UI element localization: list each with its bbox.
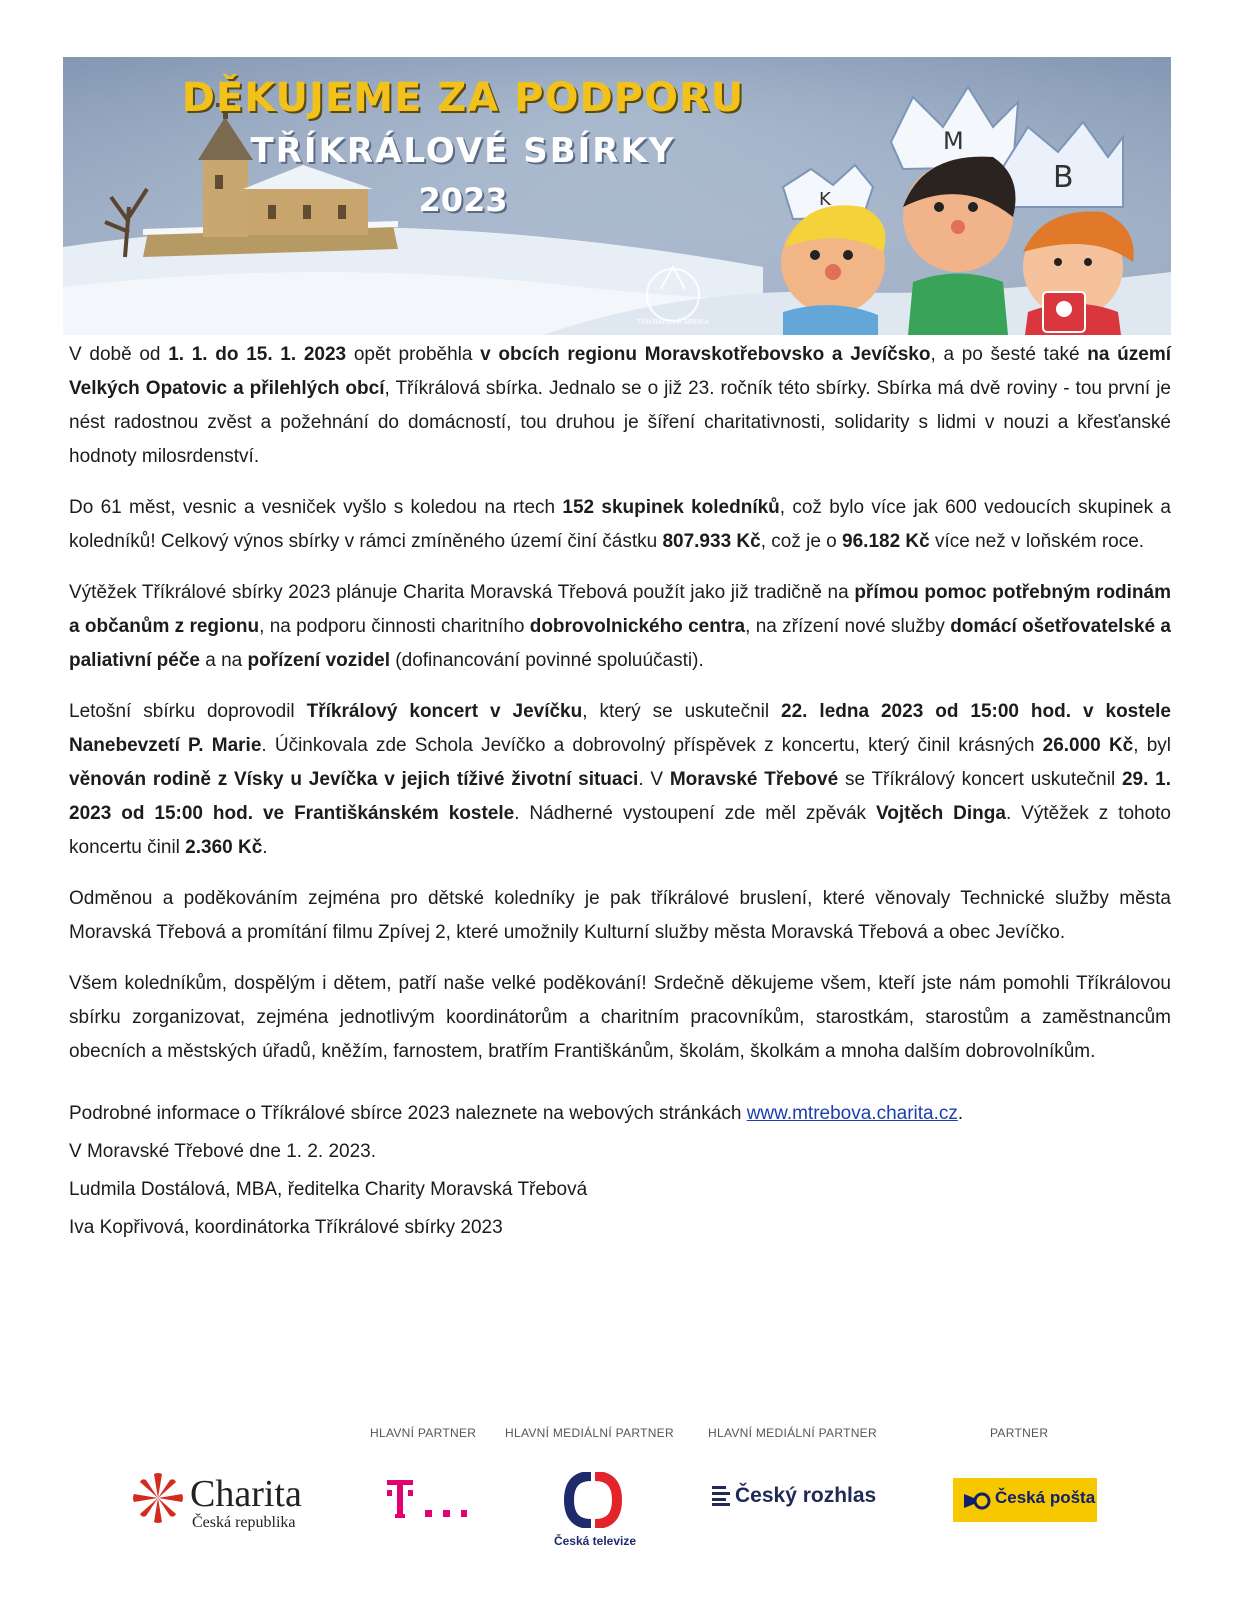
charita-logo-subtext: Česká republika: [192, 1514, 296, 1531]
text-run: , na zřízení nové služby: [745, 616, 951, 637]
text-run: , což je o: [760, 531, 843, 552]
info-prefix: Podrobné informace o Tříkrálové sbírce 2023 naleznete na webových stránkách: [69, 1103, 747, 1124]
bold-text-run: věnován rodině z Vísky u Jevíčka v jejich tíživé životní situaci: [69, 769, 639, 790]
text-run: a na: [199, 650, 248, 671]
bold-text-run: Vojtěch Dinga: [875, 803, 1006, 824]
crown-letter-b: B: [1053, 160, 1074, 195]
text-run: . Výtěžek z tohoto koncertu činil: [69, 803, 1171, 858]
paragraph-concerts: [69, 695, 1171, 865]
text-run: , který se uskutečnil: [582, 701, 782, 722]
closing-block: [69, 1095, 1171, 1247]
signature-coordinator: Iva Kopřivová, koordinátorka Tříkrálové sbírky 2023: [69, 1217, 503, 1238]
banner-year: 2023: [418, 181, 508, 219]
text-run: . Nádherné vystoupení zde měl zpěvák: [514, 803, 876, 824]
bold-text-run: 26.000 Kč: [1042, 735, 1134, 756]
place-date: V Moravské Třebové dne 1. 2. 2023.: [69, 1141, 376, 1162]
text-run: (dofinancování povinné spoluúčasti).: [390, 650, 704, 671]
cesky-rozhlas-logo-icon: [712, 1486, 730, 1506]
ceska-televize-logo-icon: [563, 1472, 623, 1528]
bold-text-run: 29. 1. 2023 od 15:00 hod. ve Františkánském kostele: [69, 769, 1171, 824]
text-run: V době od: [69, 344, 169, 365]
text-run: více než v loňském roce.: [929, 531, 1145, 552]
signature-director: Ludmila Dostálová, MBA, ředitelka Charity Moravská Třebová: [69, 1179, 588, 1200]
letter-body: [69, 338, 1171, 1247]
ceska-posta-logo-text: Česká pošta: [995, 1488, 1096, 1507]
partner-label-media-2: HLAVNÍ MEDIÁLNÍ PARTNER: [708, 1426, 877, 1440]
text-run: se Tříkrálový koncert uskutečnil: [838, 769, 1122, 790]
paragraph-carolers: [69, 491, 1171, 559]
bold-text-run: přímou pomoc potřebným rodinám a občanům z regionu: [69, 582, 1171, 637]
text-run: , Tříkrálová sbírka. Jednalo se o již 23. ročník této sbírky. Sbírka má dvě roviny - tou první je nést radostnou zvěst a požehnání do domácností, tou druhou je šíření charitativnosti, solidarity s lidmi v nouzi a křesťanské hodnoty milosrdenství.: [69, 378, 1171, 467]
charita-cross-icon: [132, 1472, 184, 1524]
bold-text-run: Moravské Třebové: [669, 769, 839, 790]
paragraph-rewards: [69, 882, 1171, 950]
text-run: , a po šesté také: [930, 344, 1088, 365]
text-run: Do 61 měst, vesnic a vesniček vyšlo s koledou na rtech: [69, 497, 563, 518]
charita-logo-text: Charita: [190, 1473, 302, 1515]
partner-label-partner: PARTNER: [990, 1426, 1049, 1440]
partner-label-main: HLAVNÍ PARTNER: [370, 1426, 477, 1440]
text-run: , což bylo více jak 600 vedoucích skupinek a koledníků! Celkový výnos sbírky v rámci zmíněného území činí částku: [69, 497, 1171, 552]
bold-text-run: v obcích regionu Moravskotřebovsko a Jevíčsko: [480, 344, 931, 365]
bold-text-run: 2.360 Kč: [185, 837, 263, 858]
text-run: Letošní sbírku doprovodil: [69, 701, 307, 722]
website-link[interactable]: www.mtrebova.charita.cz: [746, 1103, 958, 1124]
partner-label-media-1: HLAVNÍ MEDIÁLNÍ PARTNER: [505, 1426, 674, 1440]
banner-subtitle: TŘÍKRÁLOVÉ SBÍRKY: [250, 131, 676, 171]
text-run: . Účinkovala zde Schola Jevíčko a dobrovolný příspěvek z koncertu, který činil krásných: [261, 735, 1043, 756]
text-run: , na podporu činnosti charitního: [259, 616, 530, 637]
ceska-posta-horn-icon: [962, 1488, 992, 1512]
text-run: , byl: [1133, 735, 1171, 756]
paragraph-thanks: [69, 967, 1171, 1069]
banner-logo-text: TŘÍKRÁLOVÁ SBÍRKA: [637, 319, 709, 326]
bold-text-run: 807.933 Kč: [662, 531, 761, 552]
text-run: Výtěžek Tříkrálové sbírky 2023 plánuje Charita Moravská Třebová použít jako již tradičně na: [69, 582, 855, 603]
crown-letter-k: K: [819, 189, 831, 210]
telekom-logo-icon: [387, 1480, 467, 1524]
bold-text-run: dobrovolnického centra: [529, 616, 746, 637]
bold-text-run: 22. ledna 2023 od 15:00 hod. v kostele Nanebevzetí P. Marie: [69, 701, 1171, 756]
bold-text-run: 152 skupinek koledníků: [562, 497, 780, 518]
bold-text-run: na území Velkých Opatovic a přilehlých obcí: [69, 344, 1172, 399]
bold-text-run: Tříkrálový koncert v Jevíčku: [306, 701, 583, 722]
cesky-rozhlas-logo-text: Český rozhlas: [735, 1484, 877, 1507]
text-run: .: [262, 837, 268, 858]
info-line: [69, 1095, 1171, 1133]
banner-title: DĚKUJEME ZA PODPORU: [181, 75, 745, 121]
info-suffix: .: [957, 1103, 964, 1124]
partners-footer: [0, 1422, 1236, 1582]
text-run: Odměnou a poděkováním zejména pro dětské koledníky je pak tříkrálové bruslení, které věnovaly Technické služby města Moravská Třebová a promítání filmu Zpívej 2, které umožnily Kulturní služby města Moravská Třebová a obec Jevíčko.: [69, 888, 1171, 943]
bold-text-run: 96.182 Kč: [842, 531, 930, 552]
bold-text-run: 1. 1. do 15. 1. 2023: [168, 344, 347, 365]
text-run: . V: [638, 769, 670, 790]
text-run: Všem koledníkům, dospělým i dětem, patří naše velké poděkování! Srdečně děkujeme všem, kteří jste nám pomohli Tříkrálovou sbírku zorganizovat, zejména jednotlivým koordinátorům a charitním pracovníkům, starostkám, starostům a zaměstnancům obecních a městských úřadů, kněžím, farnostem, bratřím Františkánům, školám, školkám a mnoha dalším dobrovolníkům.: [69, 973, 1171, 1062]
crown-letters: [63, 57, 1171, 335]
bold-text-run: domácí ošetřovatelské a paliativní péče: [69, 616, 1171, 671]
paragraph-dates: [69, 338, 1171, 474]
ceska-televize-logo-text: Česká televize: [553, 1534, 637, 1548]
crown-letter-m: M: [943, 127, 964, 155]
header-banner: [63, 57, 1171, 335]
paragraph-usage: [69, 576, 1171, 678]
text-run: opět proběhla: [346, 344, 481, 365]
bold-text-run: pořízení vozidel: [247, 650, 391, 671]
